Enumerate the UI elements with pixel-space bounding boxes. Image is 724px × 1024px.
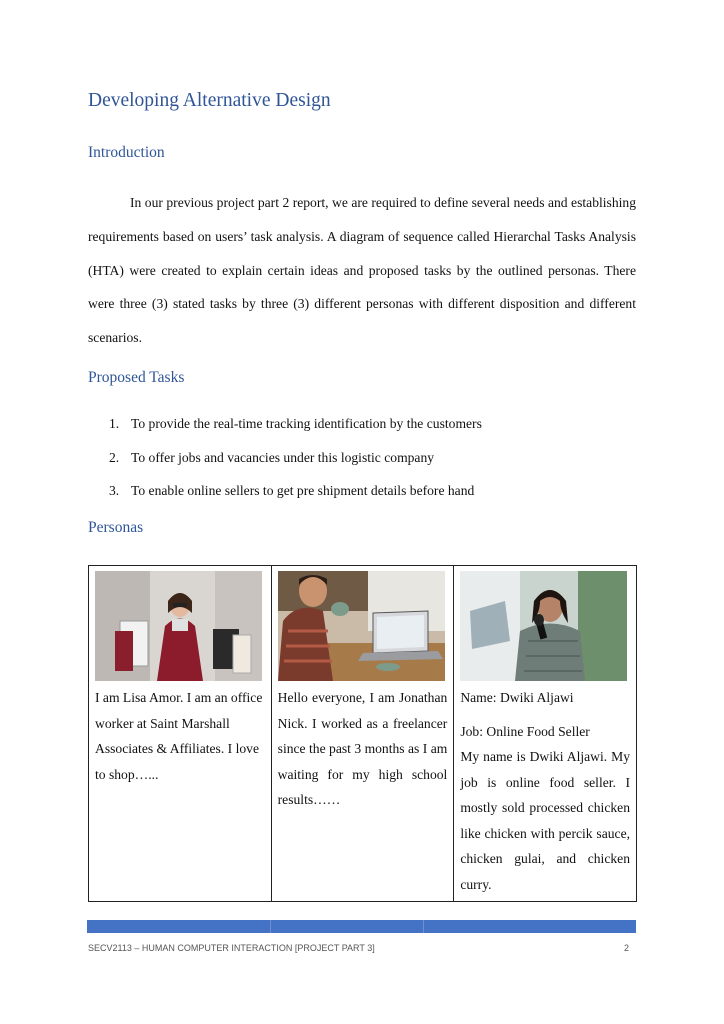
footer-page-number: 2 — [623, 943, 629, 953]
persona-text-jonathan: Hello everyone, I am Jonathan Nick. I worked as a freelancer since the past 3 months as I am waiting for my high school results…… — [277, 690, 448, 807]
persona-bio-dwiki: My name is Dwiki Aljawi. My job is online food seller. I mostly sold processed chicken like chicken with percik sauce, chicken gulai, and chicken curry. — [460, 749, 630, 892]
personas-row — [89, 566, 637, 902]
footer-course-title: SECV2113 – HUMAN COMPUTER INTERACTION [PROJECT PART 3] — [88, 943, 375, 953]
persona-photo-lisa — [95, 571, 262, 681]
list-item-number: 1. — [109, 416, 120, 431]
persona-cell-lisa — [89, 566, 272, 902]
list-item-number: 3. — [109, 483, 120, 498]
persona-job-line-dwiki: Job: Online Food Seller — [460, 723, 590, 739]
persona-name-line-dwiki: Name: Dwiki Aljawi — [460, 690, 574, 705]
footer-bar-divider — [423, 920, 424, 933]
persona-cell-jonathan — [271, 566, 454, 902]
footer-bar — [87, 920, 636, 933]
introduction-paragraph — [88, 186, 636, 355]
persona-text-lisa: I am Lisa Amor. I am an office worker at Saint Marshall Associates & Affiliates. I love to shop…... — [95, 690, 263, 782]
list-item — [88, 479, 482, 513]
personas-heading: Personas — [88, 519, 144, 536]
list-item-text: To provide the real-time tracking identification by the customers — [131, 416, 482, 431]
proposed-tasks-list — [88, 412, 482, 513]
list-item-number: 2. — [109, 449, 120, 465]
persona-cell-dwiki — [454, 566, 637, 902]
list-item-text: To offer jobs and vacancies under this logistic company — [131, 449, 435, 465]
document-title: Developing Alternative Design — [88, 90, 331, 111]
persona-photo-jonathan — [278, 571, 445, 681]
proposed-tasks-heading: Proposed Tasks — [88, 369, 185, 386]
footer-bar-divider — [270, 920, 271, 933]
list-item — [88, 412, 482, 446]
personas-table — [88, 565, 637, 902]
footer — [88, 943, 629, 953]
introduction-heading: Introduction — [88, 144, 165, 161]
persona-photo-dwiki — [460, 571, 627, 681]
list-item-text: To enable online sellers to get pre shipment details before hand — [131, 483, 475, 498]
list-item — [88, 446, 482, 480]
introduction-paragraph-text: In our previous project part 2 report, we are required to define several needs and establishing requirements based on users’ task analysis. A diagram of sequence called Hierarchal Tasks Analysis (HTA) were created to explain certain ideas and proposed tasks by the outlined personas. There were three (3) stated tasks by three (3) different personas with different disposition and different scenarios. — [88, 195, 636, 346]
